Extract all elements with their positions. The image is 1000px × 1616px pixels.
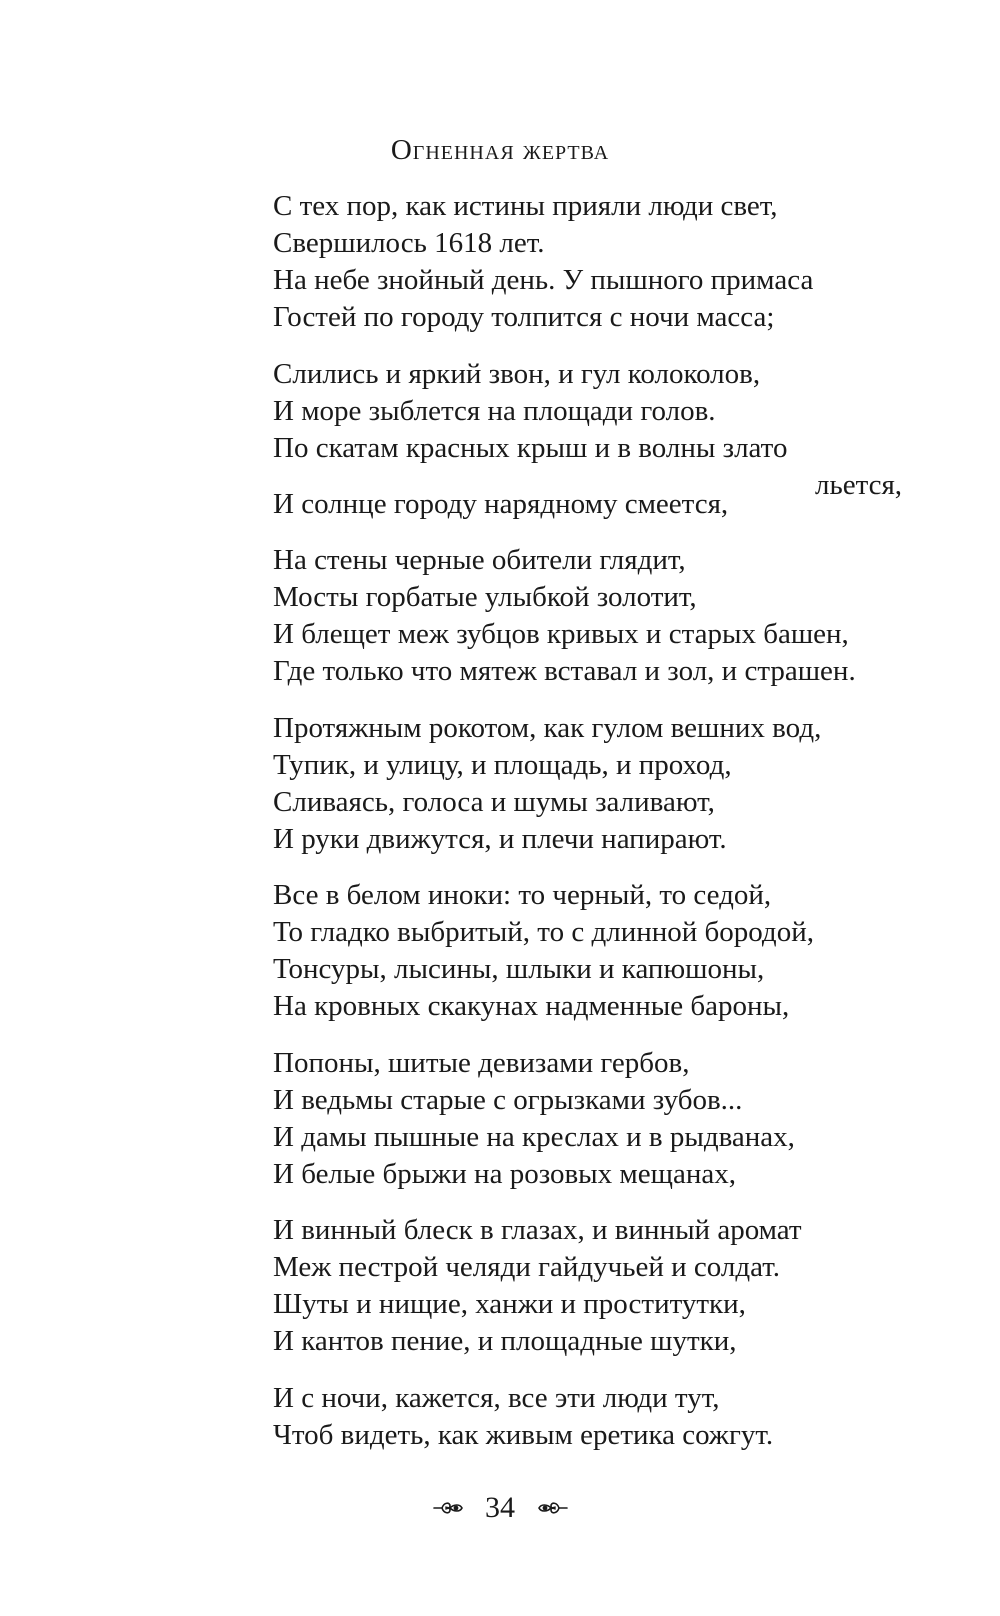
verse-line: Слились и яркий звон, и гул колоколов, — [273, 357, 761, 390]
verse-line: Сливаясь, голоса и шумы заливают, — [273, 785, 715, 818]
stanza-8 — [273, 1380, 923, 1454]
verse-line: Мосты горбатые улыбкой золотит, — [273, 581, 697, 613]
verse-line: Шуты и нищие, ханжи и проститутки, — [273, 1288, 746, 1320]
verse-line: И море зыблется на площади голов. — [273, 394, 716, 427]
verse-line: И кантов пение, и площадные шутки, — [273, 1325, 737, 1357]
verse-line: Свершилось 1618 лет. — [273, 227, 545, 259]
stanza-4 — [273, 710, 923, 858]
verse-line: Чтоб видеть, как живым еретика сожгут. — [273, 1418, 774, 1451]
verse-line: Меж пестрой челяди гайдучьей и солдат. — [273, 1251, 780, 1283]
verse-line: То гладко выбритый, то с длинной бородой, — [273, 916, 814, 948]
verse-line: И блещет меж зубцов кривых и старых башен, — [273, 618, 849, 650]
verse-line: На небе знойный день. У пышного примаса — [273, 264, 814, 296]
verse-line: Гостей по городу толпится с ночи масса; — [273, 301, 775, 333]
page-number: 34 — [485, 1491, 515, 1525]
verse-line: Где только что мятеж вставал и зол, и страшен. — [273, 655, 856, 687]
stanza-3 — [273, 542, 923, 690]
stanza-5 — [273, 877, 923, 1025]
stanza-7 — [273, 1212, 923, 1360]
verse-line: С тех пор, как истины прияли люди свет, — [273, 190, 778, 222]
verse-line-with-carryover — [273, 467, 923, 523]
verse-line: И ведьмы старые с огрызками зубов... — [273, 1083, 743, 1116]
poem-title: Огненная жертва — [390, 134, 610, 166]
verse-line: Протяжным рокотом, как гулом вешних вод, — [273, 711, 822, 744]
verse-line: Тупик, и улицу, и площадь, и проход, — [273, 748, 732, 781]
verse-line: И солнце городу нарядному смеется, — [273, 487, 729, 520]
stanza-1 — [273, 188, 923, 336]
left-flourish-icon — [432, 1498, 466, 1518]
verse-line: И дамы пышные на креслах и в рыдванах, — [273, 1120, 795, 1153]
verse-line: И с ночи, кажется, все эти люди тут, — [273, 1381, 720, 1414]
verse-line: По скатам красных крыш и в волны злато — [273, 431, 788, 464]
poem-body — [273, 188, 923, 1473]
verse-line: На стены черные обители глядит, — [273, 544, 686, 576]
verse-line: И руки движутся, и плечи напирают. — [273, 822, 727, 855]
carryover-word: льется, — [815, 468, 903, 501]
verse-line: Все в белом иноки: то черный, то седой, — [273, 879, 772, 911]
verse-line: На кровных скакунах надменные бароны, — [273, 990, 790, 1022]
page-footer — [0, 1488, 1000, 1526]
verse-line: И белые брыжи на розовых мещанах, — [273, 1157, 736, 1190]
verse-line: И винный блеск в глазах, и винный аромат — [273, 1214, 802, 1246]
stanza-6 — [273, 1045, 923, 1193]
stanza-2 — [273, 356, 923, 523]
verse-line: Попоны, шитые девизами гербов, — [273, 1046, 690, 1079]
verse-line: Тонсуры, лысины, шлыки и капюшоны, — [273, 953, 765, 985]
right-flourish-icon — [535, 1498, 569, 1518]
